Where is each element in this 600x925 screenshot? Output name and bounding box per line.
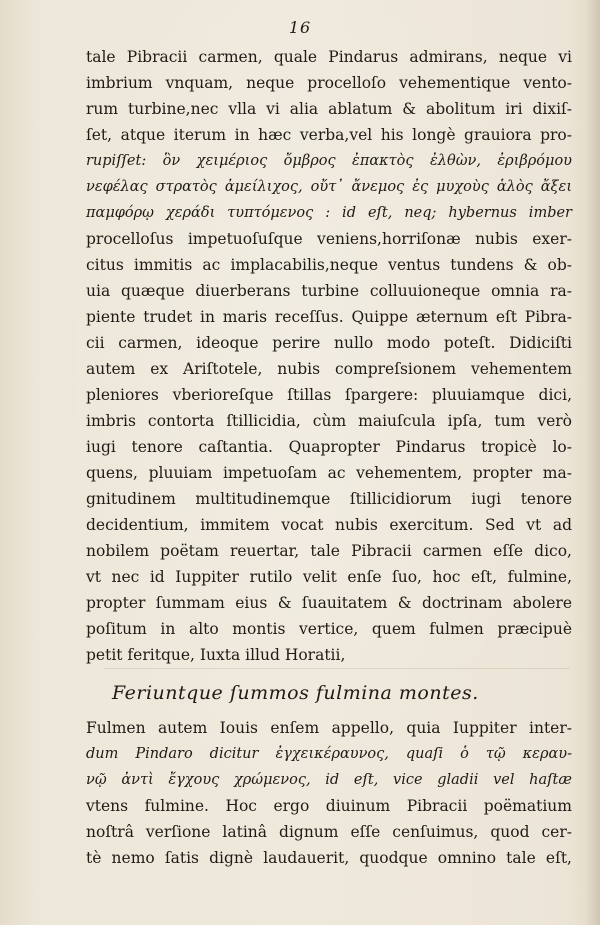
text-line: propter ſummam eius & ſuauitatem & doctrinam abolere <box>86 594 572 612</box>
text-line: vt nec id Iuppiter rutilo velit enſe ſuo, hoc eſt, fulmine, <box>86 568 572 586</box>
text-line: decidentium, immitem vocat nubis exercitum. Sed vt ad <box>86 516 572 534</box>
text-line: noſtrâ verſione latinâ dignum eſſe cenſuimus, quod cer- <box>86 823 572 841</box>
text-line-greek: νῷ ἀντὶ ἔγχους χρώμενος, id eſt, vice gladii vel haſtæ <box>86 772 572 788</box>
page-number: 16 <box>288 18 312 37</box>
text-line: vtens fulmine. Hoc ergo diuinum Pibracii poëmatium <box>86 797 572 815</box>
text-line: procelloſus impetuoſuſque veniens,horriſonæ nubis exer- <box>86 230 572 248</box>
text-line: quens, pluuiam impetuoſam ac vehementem, propter ma- <box>86 464 572 482</box>
text-line: ſet, atque iterum in hæc verba,vel his longè grauiora pro- <box>86 126 572 144</box>
text-line: rum turbine,nec vlla vi alia ablatum & abolitum iri dixiſ- <box>86 100 572 118</box>
text-line-greek: dum Pindaro dicitur ἐγχεικέραυνος, quaſi ὁ τῷ κεραυ- <box>86 746 572 762</box>
text-line-greek: παμφόρῳ χεράδι τυπτόμενος : id eſt, neq; hybernus imber <box>86 205 572 221</box>
text-line-greek: rupiſſet: ὃν χειμέριος ὄμβρος ἐπακτὸς ἐλθὼν, ἐριβρόμου <box>86 153 572 169</box>
page-edge-shadow <box>586 0 600 925</box>
text-line: cii carmen, ideoque perire nullo modo poteſt. Didiciſti <box>86 334 572 352</box>
text-line-greek: νεφέλας στρατὸς ἀμείλιχος, οὔτ᾽ ἄνεμος ἐς μυχοὺς ἁλὸς ἄξει <box>86 179 572 195</box>
text-line: gnitudinem multitudinemque ſtillicidiorum iugi tenore <box>86 490 572 508</box>
text-line: tale Pibracii carmen, quale Pindarus admirans, neque vi <box>86 48 572 66</box>
text-line: Fulmen autem Iouis enſem appello, quia Iuppiter inter- <box>86 719 572 737</box>
text-line: imbris contorta ſtillicidia, cùm maiuſcula ipſa, tum verò <box>86 412 572 430</box>
text-line: pleniores vberioreſque ſtillas ſpargere: pluuiamque dici, <box>86 386 572 404</box>
text-line: tè nemo ſatis dignè laudauerit, quodque omnino tale eſt, <box>86 849 572 867</box>
bleed-through-shadow <box>104 668 570 669</box>
text-line: piente trudet in maris receſſus. Quippe æternum eſt Pibra- <box>86 308 572 326</box>
text-line: imbrium vnquam, neque procelloſo vehementique vento- <box>86 74 572 92</box>
text-line: nobilem poëtam reuertar, tale Pibracii carmen eſſe dico, <box>86 542 572 560</box>
text-line: citus immitis ac implacabilis,neque ventus tundens & ob- <box>86 256 572 274</box>
text-line: petit feritque, Iuxta illud Horatii, <box>86 646 346 664</box>
upper-paragraph <box>86 44 572 668</box>
text-line: uia quæque diuerberans turbine colluuioneque omnia ra- <box>86 282 572 300</box>
horace-quotation: Feriuntque ſummos fulmina montes. <box>112 682 479 704</box>
text-line: iugi tenore caſtantia. Quapropter Pindarus tropicè lo- <box>86 438 572 456</box>
text-line: poſitum in alto montis vertice, quem fulmen præcipuè <box>86 620 572 638</box>
lower-paragraph <box>86 715 572 871</box>
text-line: autem ex Ariſtotele, nubis compreſsionem vehementem <box>86 360 572 378</box>
